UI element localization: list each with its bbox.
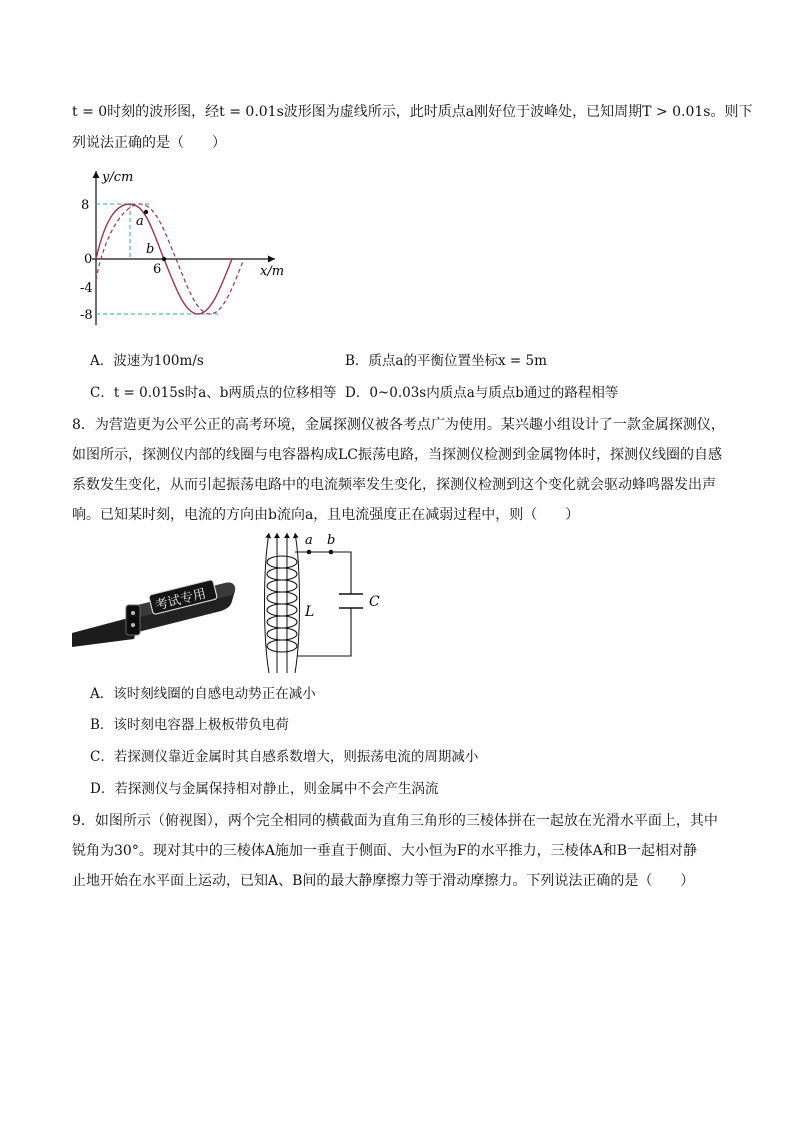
q7-stem-line-2: 列说法正确的是（ ） — [72, 135, 226, 151]
capacitor-label: C — [369, 594, 380, 610]
inductor-label: L — [305, 604, 315, 620]
tick-0: 0 — [84, 252, 93, 267]
node-a-label: a — [305, 533, 313, 548]
y-axis-label: y/cm — [102, 170, 134, 185]
node-a — [307, 550, 312, 555]
wave-graph — [80, 165, 300, 335]
node-b-label: b — [327, 533, 336, 548]
tick-neg4: -4 — [80, 281, 93, 296]
q8-stem-line-1: 8．为营造更为公平公正的高考环境，金属探测仪被各考点广为使用。某兴趣小组设计了一款金属探测仪， — [72, 417, 725, 433]
q8-stem-line-4: 响。已知某时刻，电流的方向由b流向a，且电流强度正在减弱过程中，则（ ） — [72, 507, 580, 523]
point-a-label: a — [136, 214, 144, 229]
q8-option-c: C．若探测仪靠近金属时其自感系数增大，则振荡电流的周期减小 — [90, 749, 479, 765]
q9-stem-line-1: 9．如图所示（俯视图），两个完全相同的横截面为直角三角形的三棱体拼在一起放在光滑水平面上，其中 — [72, 813, 718, 829]
tick-neg8: -8 — [80, 308, 93, 323]
q7-option-c: C．t = 0.015s时a、b两质点的位移相等 — [90, 385, 337, 401]
q8-stem-line-3: 系数发生变化，从而引起振荡电路中的电流频率发生变化，探测仪检测到这个变化就会驱动蜂鸣器发出声 — [72, 477, 716, 493]
device-label-text: 考试专用 — [153, 586, 208, 614]
point-a-dot — [144, 210, 148, 214]
circuit-wire — [295, 552, 351, 594]
point-b-dot — [162, 257, 166, 261]
inductor-coil — [267, 556, 297, 652]
q7-option-a: A．波速为100m/s — [90, 353, 204, 369]
metal-detector-image — [70, 575, 240, 655]
q8-option-b: B．该时刻电容器上极板带负电荷 — [90, 717, 289, 733]
x-axis-label: x/m — [260, 264, 285, 279]
q8-stem-line-2: 如图所示，探测仪内部的线圈与电容器构成LC振荡电路，当探测仪检测到金属物体时，探测仪线圈的自感 — [72, 447, 723, 463]
lc-circuit-diagram — [255, 528, 395, 678]
q9-stem-line-2: 锐角为30°。现对其中的三棱体A施加一垂直于侧面、大小恒为F的水平推力，三棱体A和B一起相对静 — [72, 843, 698, 859]
q8-option-d: D．若探测仪与金属保持相对静止，则金属中不会产生涡流 — [90, 781, 439, 797]
node-b — [329, 550, 334, 555]
q7-option-b: B．质点a的平衡位置坐标x = 5m — [345, 353, 547, 369]
tick-6: 6 — [153, 262, 162, 277]
tick-8: 8 — [81, 198, 90, 213]
q7-option-d: D．0~0.03s内质点a与质点b通过的路程相等 — [345, 385, 619, 401]
q8-option-a: A．该时刻线圈的自感电动势正在减小 — [90, 686, 316, 702]
q9-stem-line-3: 止地开始在水平面上运动，已知A、B间的最大静摩擦力等于滑动摩擦力。下列说法正确的是（ ） — [72, 873, 695, 889]
point-b-label: b — [146, 242, 155, 257]
q7-stem-line-1: t = 0时刻的波形图，经t = 0.01s波形图为虚线所示，此时质点a刚好位于波峰处，已知周期T > 0.01s。则下 — [72, 104, 753, 120]
